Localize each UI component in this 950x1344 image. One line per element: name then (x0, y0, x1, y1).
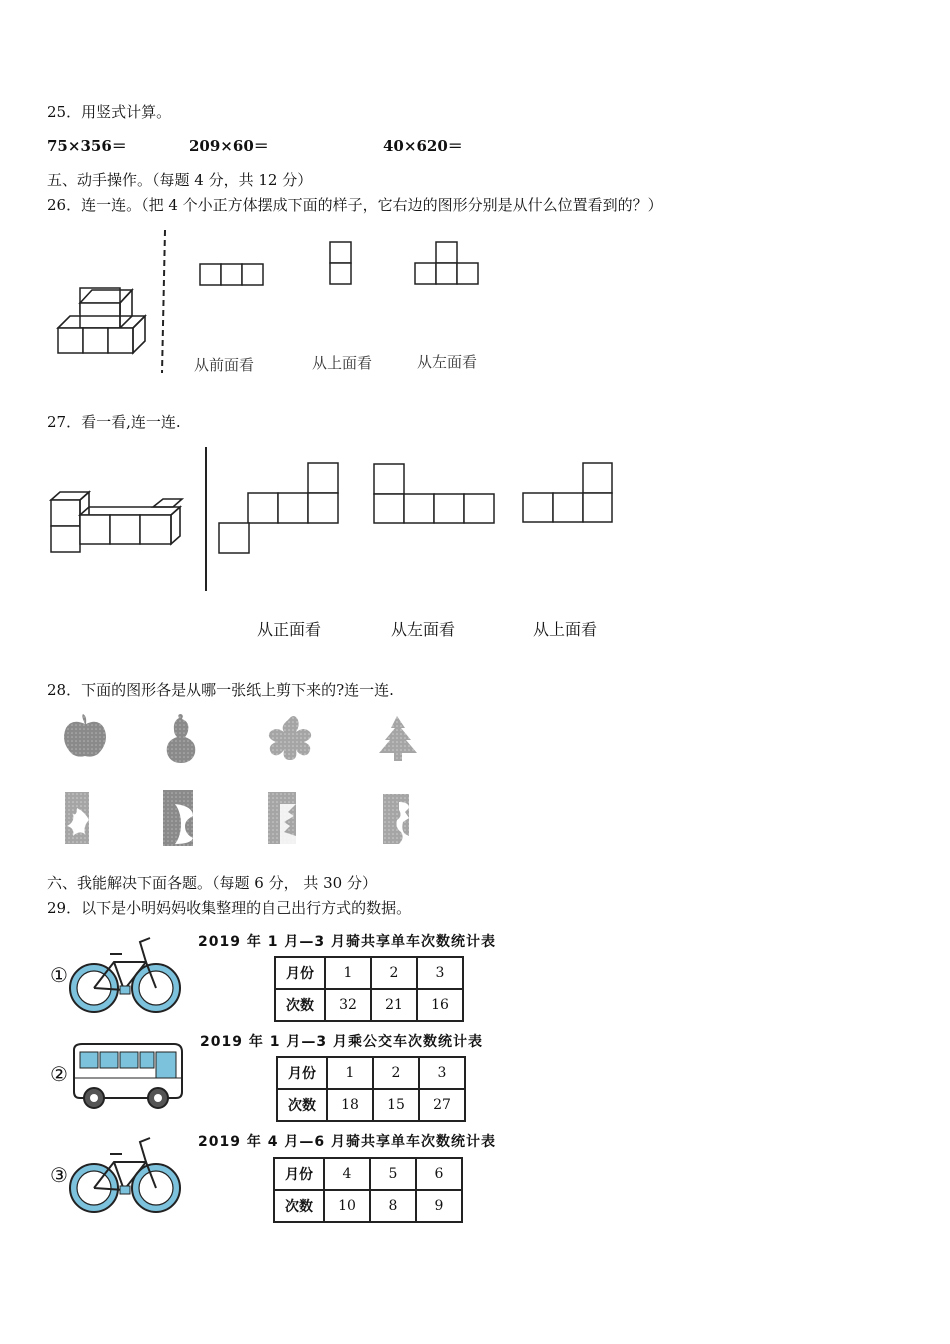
table-cell: 3 (419, 1057, 465, 1089)
table-cell: 6 (416, 1158, 462, 1190)
table-cell: 5 (370, 1158, 416, 1190)
apple-shape (64, 714, 106, 757)
q27-label-left: 从左面看 (391, 620, 456, 639)
table-cell: 月份 (277, 1057, 327, 1089)
paper-1 (65, 792, 89, 844)
q27-view-b (374, 464, 494, 523)
q27-label-front: 从正面看 (257, 620, 322, 639)
flower-shape (269, 716, 311, 760)
table-row (277, 1057, 465, 1089)
table-cell: 次数 (275, 989, 325, 1021)
q26-view-a (200, 264, 263, 285)
q26-title: 26．连一连。（把 4 个小正方体摆成下面的样子，它右边的图形分别是从什么位置看到的？） (47, 196, 663, 214)
table-cell: 月份 (274, 1158, 324, 1190)
table1-marker: ① (50, 963, 68, 987)
cube-row-drawing (51, 492, 182, 552)
table3 (273, 1157, 463, 1223)
table-cell: 4 (324, 1158, 370, 1190)
table1 (274, 956, 464, 1022)
table-cell: 9 (416, 1190, 462, 1222)
table-cell: 1 (327, 1057, 373, 1089)
gourd-shape (167, 714, 196, 763)
paper-2 (163, 790, 193, 846)
table-cell: 次数 (274, 1190, 324, 1222)
tree-shape (379, 716, 417, 761)
table3-caption: 2019 年 4 月—6 月骑共享单车次数统计表 (198, 1134, 496, 1150)
q25-item-2: 209×60＝ (189, 137, 269, 155)
table-cell: 1 (325, 957, 371, 989)
q26-view-c (415, 242, 478, 284)
table-row (274, 1158, 462, 1190)
cube-stack-drawing (58, 288, 145, 353)
bicycle-icon (66, 1132, 186, 1217)
q26-label-front: 从前面看 (194, 356, 255, 374)
table2-caption: 2019 年 1 月—3 月乘公交车次数统计表 (200, 1034, 483, 1050)
q27-title: 27．看一看,连一连. (47, 413, 181, 431)
q27-view-c (523, 463, 612, 522)
table1-caption: 2019 年 1 月—3 月骑共享单车次数统计表 (198, 934, 496, 950)
section6-title: 六、我能解决下面各题。（每题 6 分， 共 30 分） (47, 874, 377, 892)
table-cell: 32 (325, 989, 371, 1021)
table-cell: 10 (324, 1190, 370, 1222)
q26-label-top: 从上面看 (312, 354, 373, 372)
table-row (274, 1190, 462, 1222)
table-cell: 月份 (275, 957, 325, 989)
table-cell: 3 (417, 957, 463, 989)
q27-view-a (219, 463, 338, 553)
q28-title: 28．下面的图形各是从哪一张纸上剪下来的?连一连. (47, 681, 394, 699)
table-cell: 16 (417, 989, 463, 1021)
table-cell: 8 (370, 1190, 416, 1222)
table-cell: 21 (371, 989, 417, 1021)
q25-item-3: 40×620＝ (383, 137, 463, 155)
q26-view-b (330, 242, 351, 284)
table-cell: 27 (419, 1089, 465, 1121)
table2-marker: ② (50, 1062, 68, 1086)
bicycle-icon (66, 932, 186, 1017)
table-row (275, 957, 463, 989)
q26-label-left: 从左面看 (417, 353, 478, 371)
paper-4 (383, 794, 409, 844)
q29-title: 29．以下是小明妈妈收集整理的自己出行方式的数据。 (47, 899, 412, 917)
table-row (277, 1089, 465, 1121)
q25-title: 25．用竖式计算。 (47, 103, 172, 121)
table-cell: 15 (373, 1089, 419, 1121)
q27-label-top: 从上面看 (533, 620, 598, 639)
table-cell: 2 (373, 1057, 419, 1089)
table-cell: 2 (371, 957, 417, 989)
table2 (276, 1056, 466, 1122)
bus-icon (68, 1040, 188, 1110)
section5-title: 五、动手操作。（每题 4 分，共 12 分） (47, 171, 313, 189)
table-cell: 18 (327, 1089, 373, 1121)
q28-figure (55, 712, 435, 852)
table-row (275, 989, 463, 1021)
table-cell: 次数 (277, 1089, 327, 1121)
table3-marker: ③ (50, 1163, 68, 1187)
paper-3 (268, 792, 296, 844)
q27-figure (48, 445, 628, 595)
q25-item-1: 75×356＝ (47, 137, 127, 155)
